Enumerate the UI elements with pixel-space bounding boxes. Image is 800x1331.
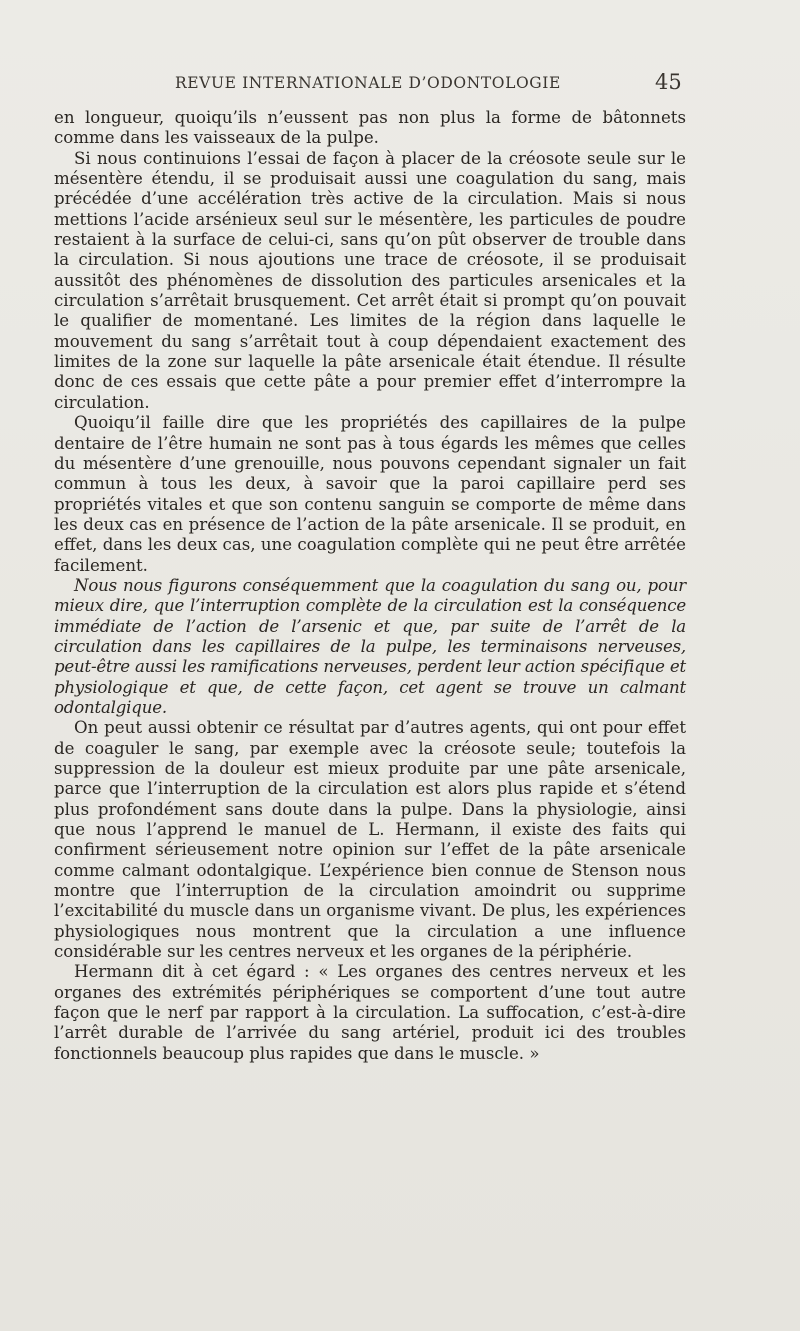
paragraph-conclusion-italic: Nous nous figurons conséquemment que la coagulation du sang ou, pour mieux dire, que l’interruption complète de la circulation est la conséquence immédiate de l’action de l’arsenic et que, par suite de l’arrêt de la circulation dans les capillaires de la pulpe, les terminaisons nerveuses, peut-être aussi les ramifications nerveuses, perdent leur action spécifique et physiologique et que, de cette façon, cet agent se trouve un calmant odontalgique. bbox=[54, 575, 686, 717]
paragraph-continuation: en longueur, quoiqu’ils n’eussent pas non plus la forme de bâtonnets comme dans les vaisseaux de la pulpe. bbox=[54, 108, 686, 148]
running-title: REVUE INTERNATIONALE D’ODONTOLOGIE bbox=[175, 74, 561, 92]
paragraph-hermann-quote: Hermann dit à cet égard : « Les organes des centres nerveux et les organes des extrémités périphériques se comportent d’une tout autre façon que le nerf par rapport à la circulation. La suffocation, c’est-à-dire l’arrêt durable de l’arrivée du sang artériel, produit ici des troubles fonctionnels beaucoup plus rapides que dans le muscle. » bbox=[54, 962, 686, 1063]
page-number: 45 bbox=[655, 70, 682, 94]
paragraph-other-agents: On peut aussi obtenir ce résultat par d’autres agents, qui ont pour effet de coaguler le sang, par exemple avec la créosote seule; toutefois la suppression de la douleur est mieux produite par une pâte arsenicale, parce que l’interruption de la circulation est alors plus rapide et s’étend plus profondément sans doute dans la pulpe. Dans la physiologie, ainsi que nous l’apprend le manuel de L. Hermann, il existe des faits qui confirment sérieusement notre opinion sur l’effet de la pâte arsenicale comme calmant odontalgique. L’expérience bien connue de Stenson nous montre que l’interruption de la circulation amoindrit ou supprime l’excitabilité du muscle dans un organisme vivant. De plus, les expériences physiologiques nous montrent que la circulation a une influence considérable sur les centres nerveux et les organes de la périphérie. bbox=[54, 718, 686, 962]
running-head bbox=[0, 70, 800, 96]
body-text bbox=[54, 108, 686, 1064]
paragraph-creosote-experiment: Si nous continuions l’essai de façon à placer de la créosote seule sur le mésentère étendu, il se produisait aussi une coagulation du sang, mais précédée d’une accélération très active de la circulation. Mais si nous mettions l’acide arsénieux seul sur le mésentère, les particules de poudre restaient à la surface de celui-ci, sans qu’on pût observer de trouble dans la circulation. Si nous ajoutions une trace de créosote, il se produisait aussitôt des phénomènes de dissolution des particules arsenicales et la circulation s’arrêtait brusquement. Cet arrêt était si prompt qu’on pouvait le qualifier de momentané. Les limites de la région dans laquelle le mouvement du sang s’arrêtait tout à coup dépendaient exactement des limites de la zone sur laquelle la pâte arsenicale était étendue. Il résulte donc de ces essais que cette pâte a pour premier effet d’interrompre la circulation. bbox=[54, 148, 686, 412]
paragraph-capillaries-comparison: Quoiqu’il faille dire que les propriétés des capillaires de la pulpe dentaire de l’être humain ne sont pas à tous égards les mêmes que celles du mésentère d’une grenouille, nous pouvons cependant signaler un fait commun à tous les deux, à savoir que la paroi capillaire perd ses propriétés vitales et que son contenu sanguin se comporte de même dans les deux cas en présence de l’action de la pâte arsenicale. Il se produit, en effet, dans les deux cas, une coagulation complète qui ne peut être arrêtée facilement. bbox=[54, 413, 686, 575]
